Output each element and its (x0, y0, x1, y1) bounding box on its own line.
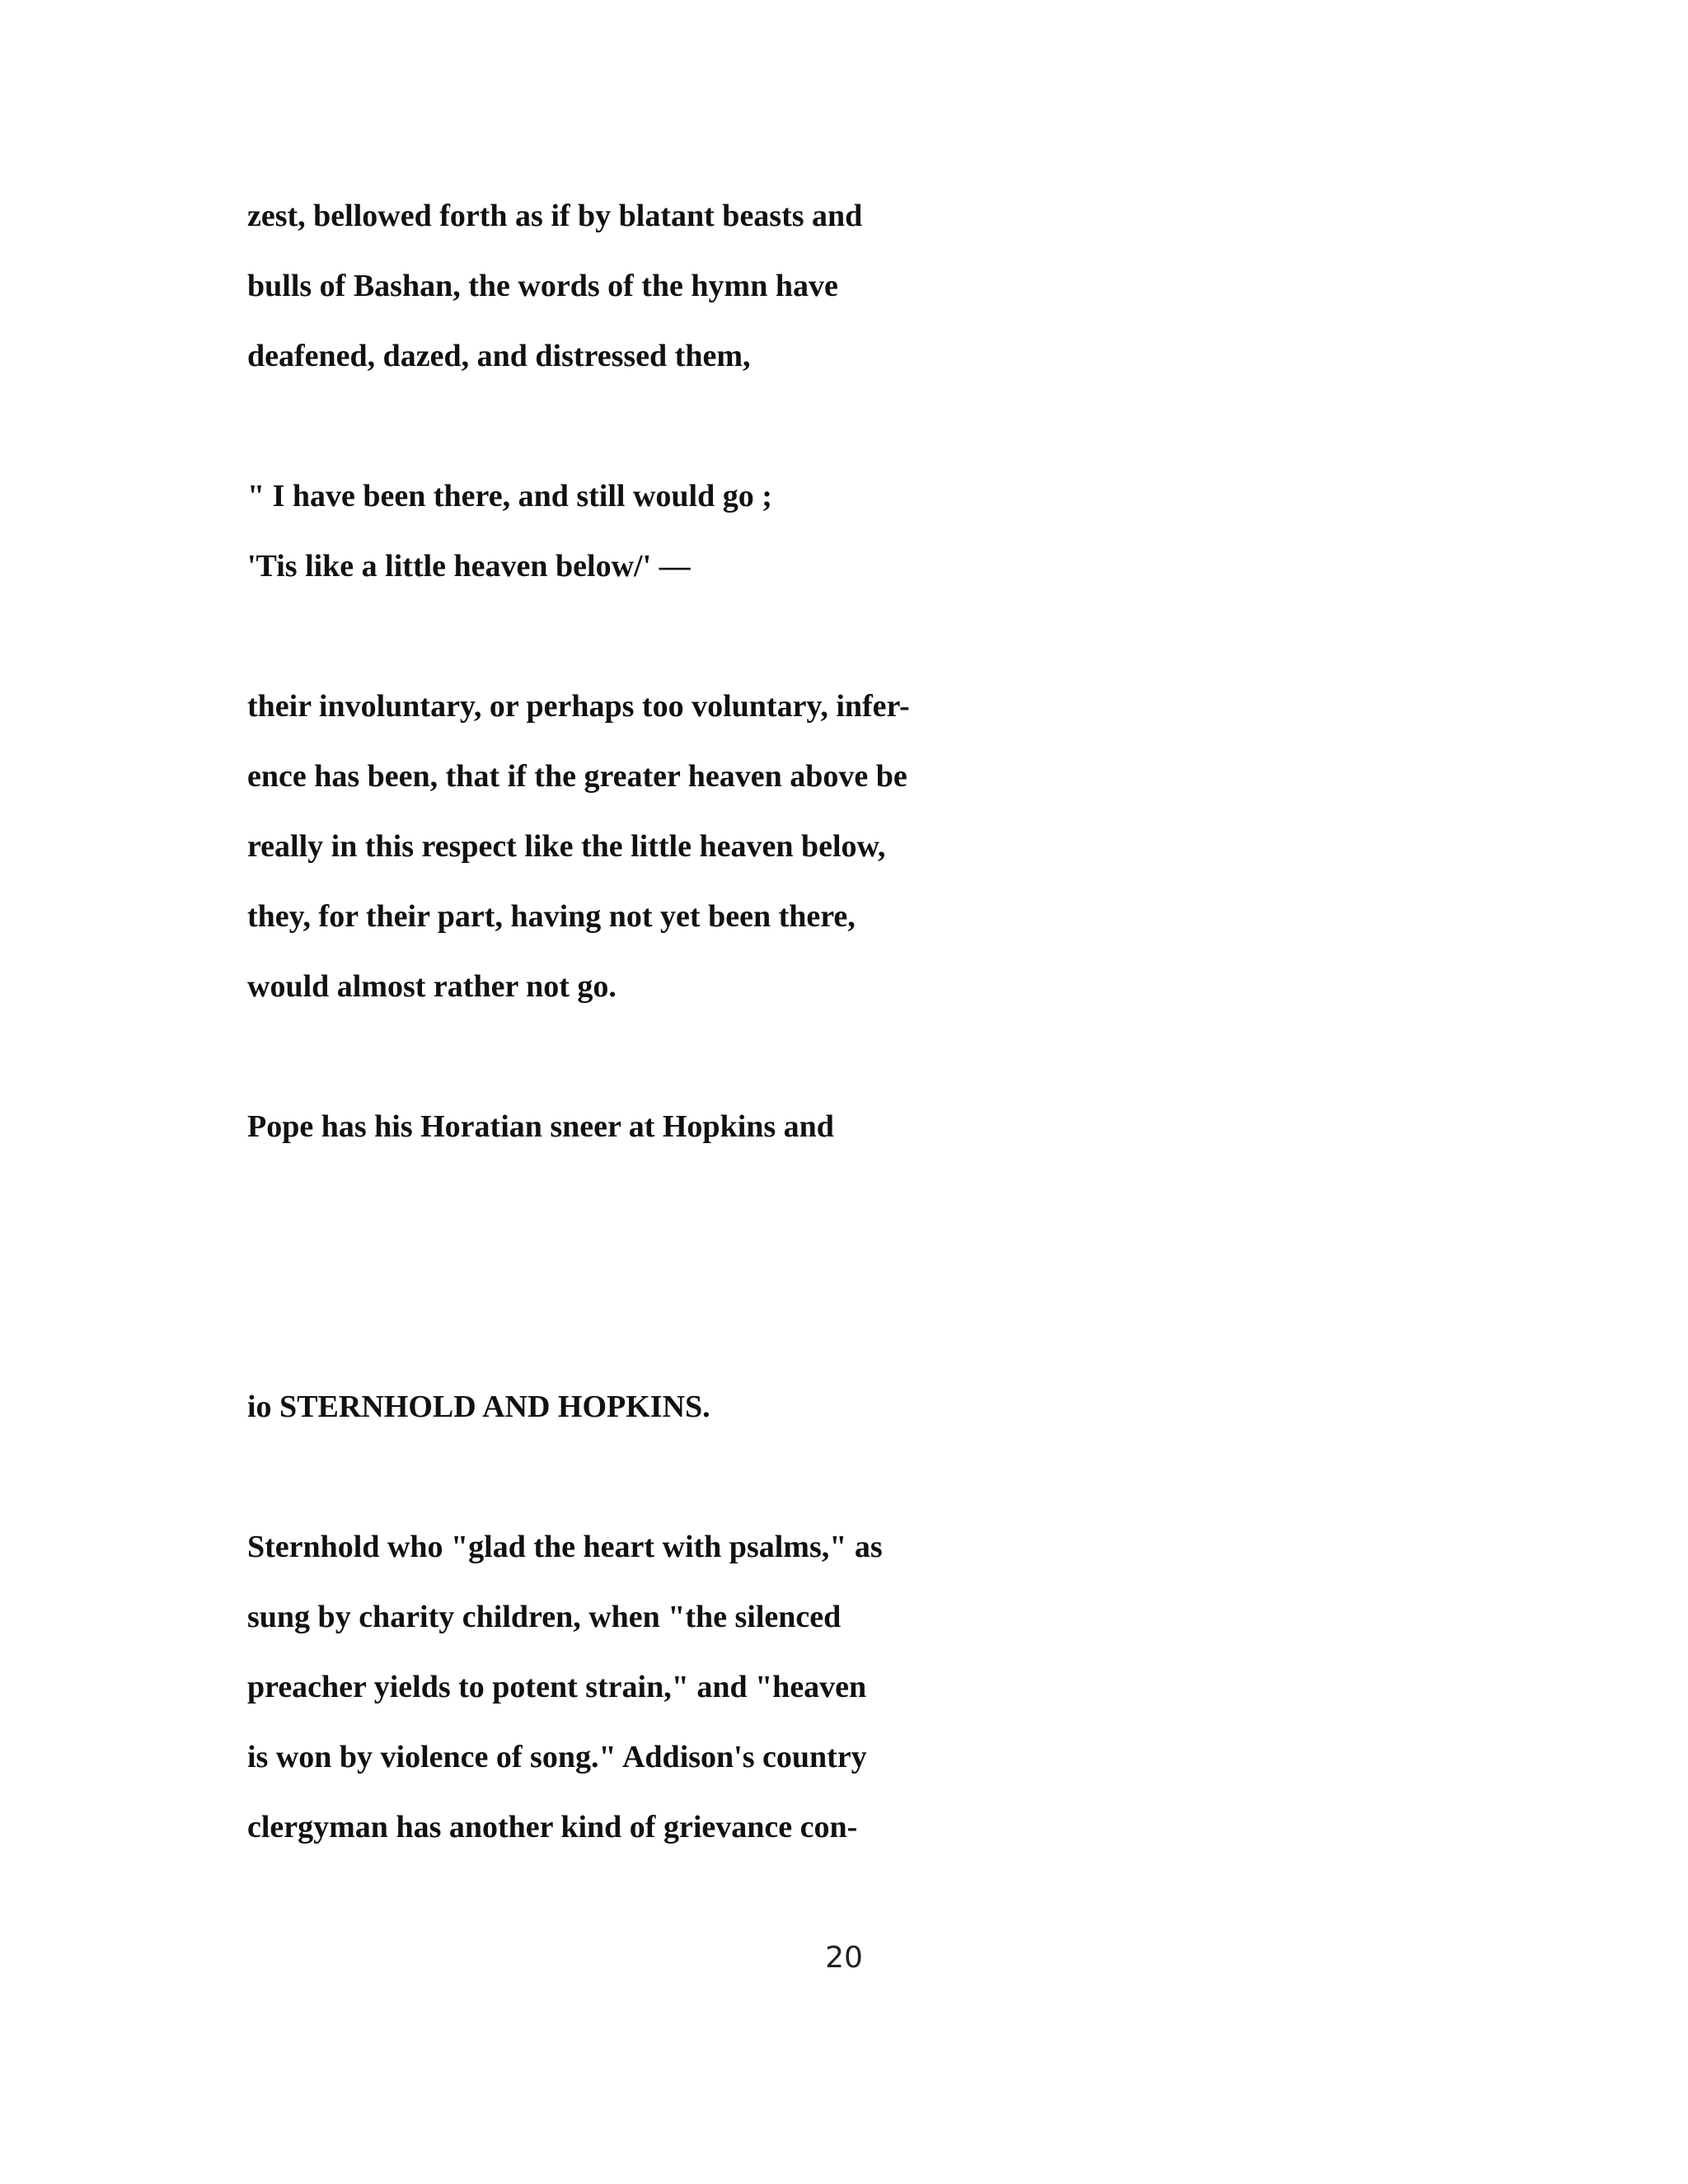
text-line: clergyman has another kind of grievance con- (247, 1810, 858, 1844)
text-line: preacher yields to potent strain," and "heaven (247, 1670, 867, 1704)
running-header: io STERNHOLD AND HOPKINS. (247, 1390, 710, 1424)
text-line: sung by charity children, when "the silenced (247, 1600, 842, 1634)
text-line: their involuntary, or perhaps too voluntary, infer- (247, 689, 910, 724)
text-line: really in this respect like the little heaven below, (247, 829, 886, 864)
text-line: bulls of Bashan, the words of the hymn have (247, 269, 838, 303)
text-line: zest, bellowed forth as if by blatant beasts and (247, 199, 863, 233)
text-line: is won by violence of song." Addison's country (247, 1740, 867, 1774)
text-line: Sternhold who "glad the heart with psalms," as (247, 1530, 883, 1564)
page-number: 20 (825, 1941, 863, 1975)
text-line: they, for their part, having not yet been there, (247, 899, 856, 934)
text-line: would almost rather not go. (247, 969, 617, 1004)
text-line: ence has been, that if the greater heaven above be (247, 759, 907, 794)
quote-line: 'Tis like a little heaven below/' — (247, 549, 691, 583)
text-line: Pope has his Horatian sneer at Hopkins and (247, 1109, 834, 1144)
text-line: deafened, dazed, and distressed them, (247, 339, 751, 373)
quote-line: " I have been there, and still would go ; (247, 479, 772, 513)
